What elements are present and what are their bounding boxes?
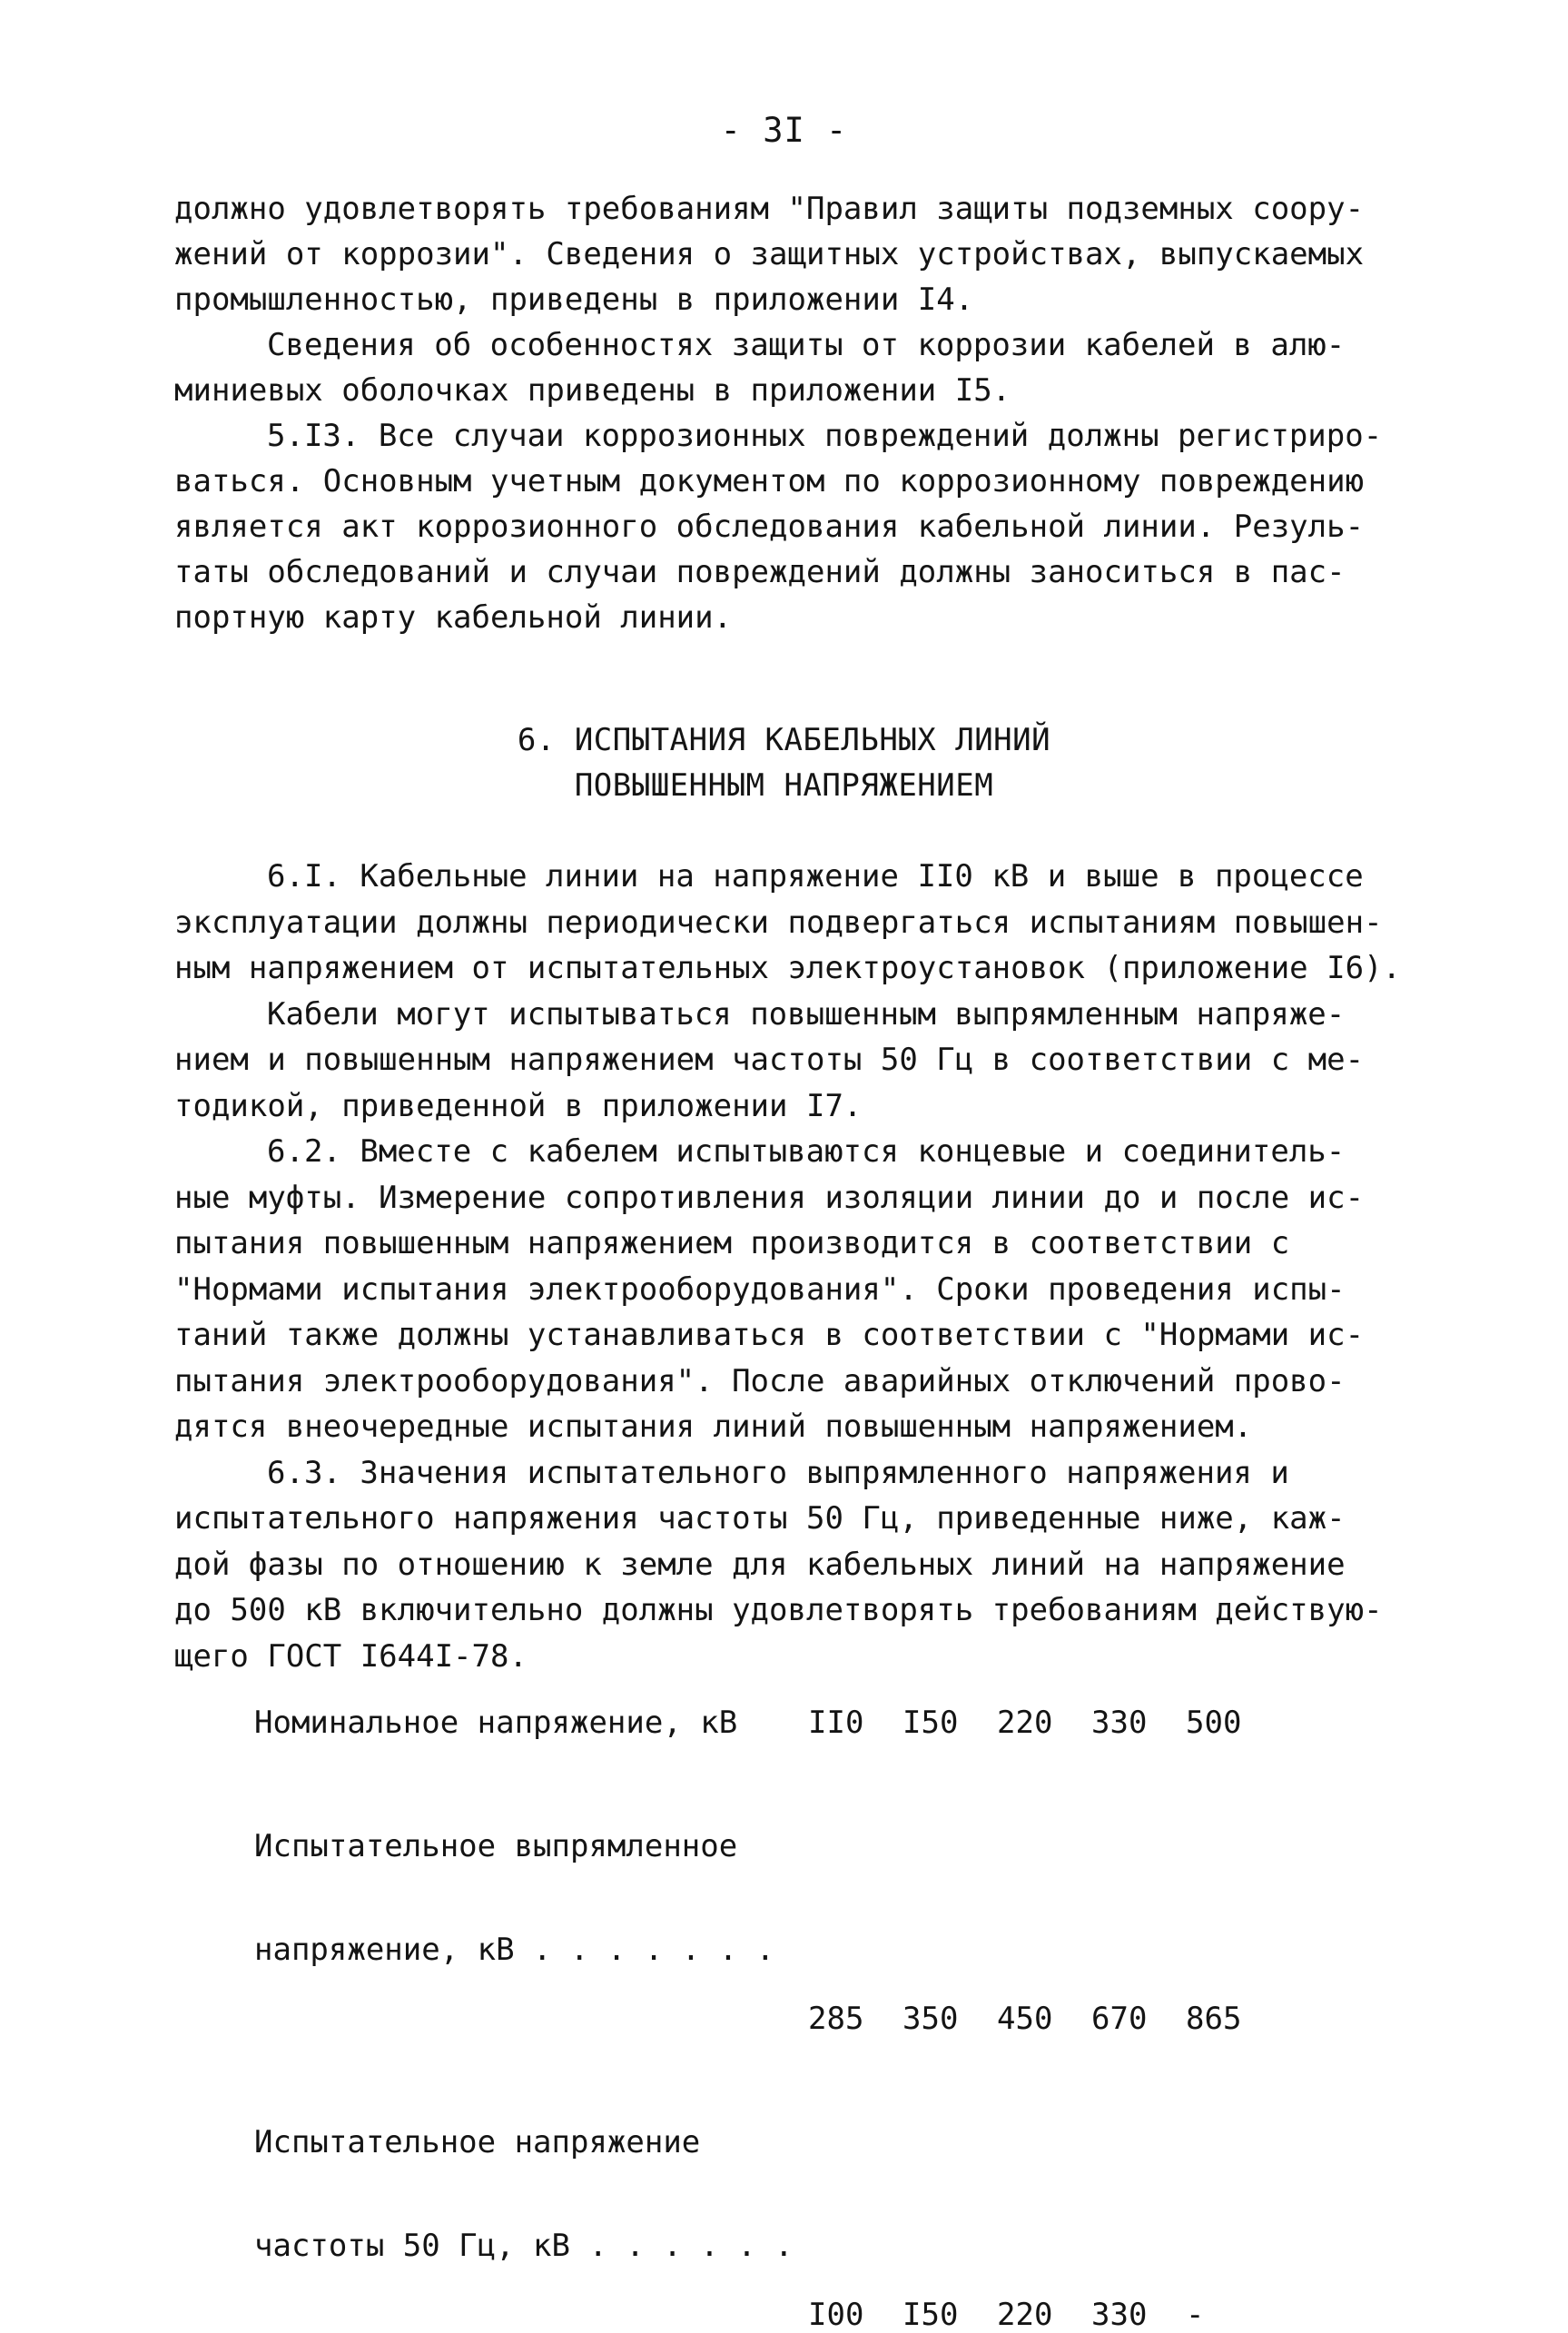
text-line: 6.3. Значения испытательного выпрямленного напряжения и — [267, 1454, 1289, 1491]
text-line: является акт коррозионного обследования кабельной линии. Резуль- — [174, 509, 1365, 545]
text-line: миниевых оболочках приведены в приложении I5. — [174, 372, 1011, 409]
table-cell: I50 — [902, 2297, 959, 2333]
text-line: должно удовлетворять требованиям "Правил защиты подземных соору- — [174, 191, 1365, 227]
text-line: Кабели могут испытываться повышенным выпрямленным напряже- — [267, 995, 1346, 1033]
section-heading — [0, 717, 1568, 808]
table-label-line: напряжение, кВ . . . . . . . — [254, 1932, 775, 1968]
voltage-table — [254, 1705, 1280, 2332]
table-cell: 500 — [1186, 1705, 1242, 1741]
intro-text — [174, 186, 1391, 640]
text-line: пытания электрооборудования". После аварийных отключений прово- — [174, 1362, 1346, 1399]
text-line: "Нормами испытания электрооборудования". Сроки проведения испы- — [174, 1270, 1346, 1308]
table-cell: - — [1186, 2297, 1205, 2333]
text-line: 6.I. Кабельные линии на напряжение II0 кВ и выше в процессе — [267, 858, 1364, 895]
paragraph-6-2 — [174, 1129, 1409, 1450]
table-cell: I00 — [808, 2297, 864, 2333]
table-cell: 350 — [902, 2001, 959, 2037]
paragraph-aluminium-sheath — [174, 322, 1391, 413]
table-row-label — [254, 1760, 808, 2036]
text-line: тодикой, приведенной в приложении I7. — [174, 1087, 863, 1124]
text-line: нием и повышенным напряжением частоты 50 Гц в соответствии с ме- — [174, 1042, 1365, 1078]
table-row — [254, 1760, 1280, 2036]
table-cell: 330 — [1091, 1705, 1148, 1741]
section-heading-line: ПОВЫШЕННЫМ НАПРЯЖЕНИЕМ — [574, 767, 994, 804]
table-label-line: частоты 50 Гц, кВ . . . . . . — [254, 2228, 794, 2264]
paragraph-6-1 — [174, 854, 1409, 992]
text-line: испытательного напряжения частоты 50 Гц, приведенные ниже, каж- — [174, 1500, 1346, 1537]
text-line: пытания повышенным напряжением производится в соответствии с — [174, 1225, 1290, 1261]
text-line: жений от коррозии". Сведения о защитных устройствах, выпускаемых — [174, 236, 1365, 272]
text-line: ваться. Основным учетным документом по коррозионному повреждению — [174, 463, 1365, 499]
table-cell: II0 — [808, 1705, 864, 1741]
text-line: дятся внеочередные испытания линий повышенным напряжением. — [174, 1409, 1253, 1445]
text-line: 5.I3. Все случаи коррозионных повреждений должны регистриро- — [267, 418, 1383, 454]
table-label-line: Испытательное напряжение — [254, 2124, 701, 2160]
table-cell: 285 — [808, 2001, 864, 2037]
text-line: портную карту кабельной линии. — [174, 599, 733, 636]
table-cell: 670 — [1091, 2001, 1148, 2037]
table-label-line: Испытательное выпрямленное — [254, 1828, 738, 1864]
text-line: эксплуатации должны периодически подвергаться испытаниям повышен- — [174, 904, 1383, 941]
text-line: промышленностью, приведены в приложении I4. — [174, 282, 974, 318]
text-line: таты обследований и случаи повреждений должны заноситься в пас- — [174, 554, 1346, 590]
table-row-label — [254, 2056, 808, 2332]
text-line: Сведения об особенностях защиты от коррозии кабелей в алю- — [267, 327, 1346, 363]
text-line: до 500 кВ включительно должны удовлетворять требованиям действую- — [174, 1592, 1383, 1628]
text-line: 6.2. Вместе с кабелем испытываются концевые и соединитель- — [267, 1133, 1346, 1170]
text-line: щего ГОСТ I644I-78. — [174, 1637, 528, 1675]
table-row — [254, 1705, 1280, 1740]
paragraph-5-13 — [174, 413, 1391, 640]
text-line: дой фазы по отношению к земле для кабельных линий на напряжение — [174, 1546, 1346, 1583]
paragraph-corrosion-rules — [174, 186, 1391, 322]
paragraph-6-1-methods — [174, 992, 1409, 1130]
table-cell: 220 — [997, 2297, 1053, 2333]
paragraph-6-3 — [174, 1450, 1409, 1680]
table-cell: I50 — [902, 1705, 959, 1741]
table-cell: 865 — [1186, 2001, 1242, 2037]
text-line: таний также должны устанавливаться в соответствии с "Нормами ис- — [174, 1317, 1365, 1353]
section-heading-line: 6. ИСПЫТАНИЯ КАБЕЛЬНЫХ ЛИНИЙ — [517, 722, 1051, 758]
section-6-text — [174, 854, 1409, 1679]
page-number: - 3I - — [720, 111, 848, 150]
text-line: ные муфты. Измерение сопротивления изоляции линии до и после ис- — [174, 1179, 1365, 1216]
table-row-label: Номинальное напряжение, кВ — [254, 1705, 738, 1741]
table-row — [254, 2056, 1280, 2332]
table-cell: 220 — [997, 1705, 1053, 1741]
table-cell: 450 — [997, 2001, 1053, 2037]
table-cell: 330 — [1091, 2297, 1148, 2333]
text-line: ным напряжением от испытательных электроустановок (приложение I6). — [174, 950, 1402, 986]
